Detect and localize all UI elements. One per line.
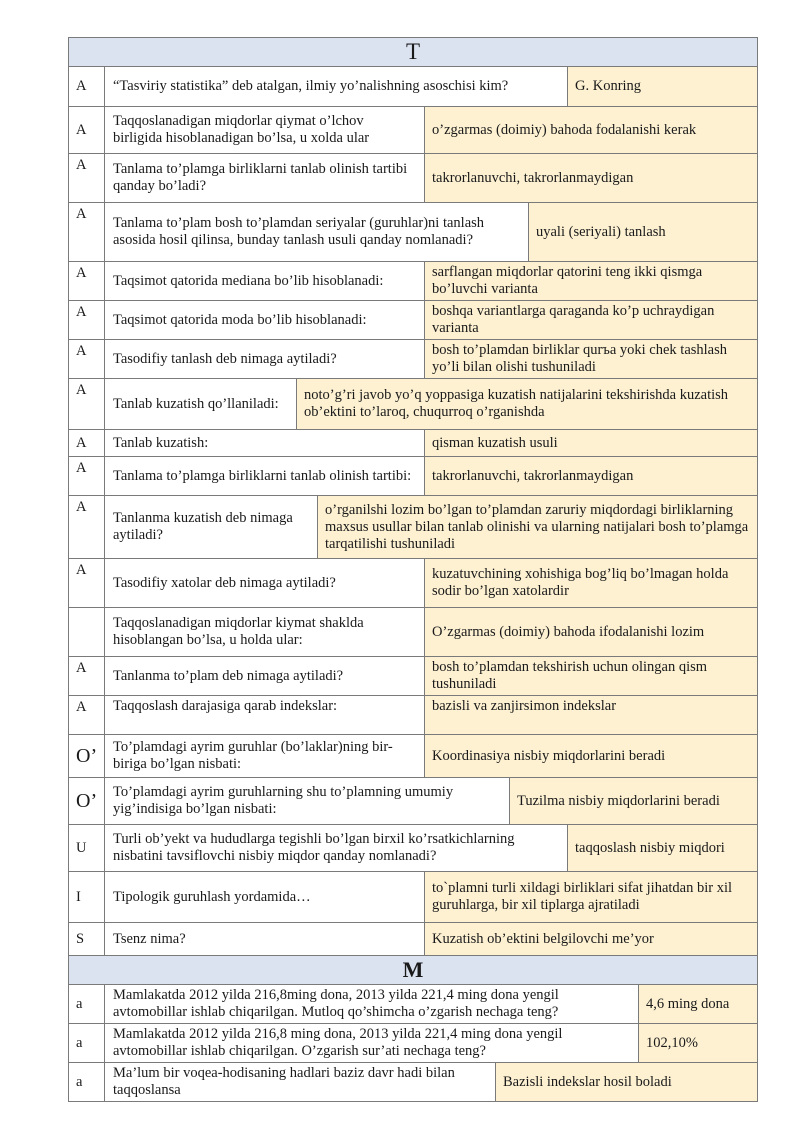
question-cell: Tanlama to’plam bosh to’plamdan seriyalar (guruhlar)ni tanlash asosida hosil qilinsa, bunday tanlash usuli qanday nomlanadi? [105,203,529,261]
row-label: A [69,154,105,202]
table-row [68,984,758,1023]
question-cell: Tanlab kuzatish: [105,430,425,456]
question-cell: Tanlama to’plamga birliklarni tanlab olinish tartibi: [105,457,425,495]
table-row [68,922,758,955]
answer-cell: sarflangan miqdorlar qatorini teng ikki qismga bo’luvchi varianta [425,262,757,300]
row-label: O’ [69,778,105,824]
answer-cell: taqqoslash nisbiy miqdori [568,825,757,871]
row-label: S [69,923,105,955]
table-row [68,558,758,607]
question-cell: Tasodifiy xatolar deb nimaga aytiladi? [105,559,425,607]
table-row [68,495,758,558]
question-cell: Taqqoslanadigan miqdorlar kiymat shaklda hisoblangan bo’lsa, u holda ular: [105,608,425,656]
table-row [68,824,758,871]
table-row [68,734,758,777]
row-label: A [69,657,105,695]
question-cell: Turli ob’yekt va hududlarga tegishli bo’lgan birxil ko’rsatkichlarning nisbatini tavsiflovchi nisbiy miqdor qanday nomlanadi? [105,825,568,871]
answer-cell: bosh to’plamdan tekshirish uchun olingan qism tushuniladi [425,657,757,695]
row-label: O’ [69,735,105,777]
row-label [69,608,105,656]
section-header: T [68,37,758,66]
table-row [68,607,758,656]
row-label: A [69,559,105,607]
table-row [68,871,758,922]
table-row [68,202,758,261]
table-row [68,261,758,300]
row-label: A [69,301,105,339]
answer-cell: Tuzilma nisbiy miqdorlarini beradi [510,778,757,824]
answer-cell: Koordinasiya nisbiy miqdorlarini beradi [425,735,757,777]
question-cell: Tanlama to’plamga birliklarni tanlab olinish tartibi qanday bo’ladi? [105,154,425,202]
question-cell: Tanlab kuzatish qo’llaniladi: [105,379,297,429]
question-cell: Taqqoslanadigan miqdorlar qiymat o’lchov birligida hisoblanadigan bo’lsa, u xolda ular [105,107,425,153]
table-row [68,456,758,495]
question-cell: Taqsimot qatorida mediana bo’lib hisoblanadi: [105,262,425,300]
row-label: A [69,379,105,429]
answer-cell: qisman kuzatish usuli [425,430,757,456]
table-row [68,695,758,734]
table-row [68,777,758,824]
table-row [68,656,758,695]
answer-cell: bosh to’plamdan birliklar qurъa yoki chek tashlash yo’li bilan olishi tushuniladi [425,340,757,378]
answer-cell: takrorlanuvchi, takrorlanmaydigan [425,154,757,202]
question-cell: Taqqoslash darajasiga qarab indekslar: [105,696,425,734]
table-row [68,66,758,106]
answer-cell: Bazisli indekslar hosil boladi [496,1063,757,1101]
table-row [68,429,758,456]
table-row [68,1062,758,1102]
answer-cell: 102,10% [639,1024,757,1062]
section-header: M [68,955,758,984]
row-label: A [69,430,105,456]
answer-cell: O’zgarmas (doimiy) bahoda ifodalanishi lozim [425,608,757,656]
row-label: A [69,457,105,495]
answer-cell: uyali (seriyali) tanlash [529,203,757,261]
question-cell: To’plamdagi ayrim guruhlar (bo’laklar)ning bir-biriga bo’lgan nisbati: [105,735,425,777]
question-cell: Tipologik guruhlash yordamida… [105,872,425,922]
row-label: A [69,262,105,300]
answer-cell: o’zgarmas (doimiy) bahoda fodalanishi kerak [425,107,757,153]
question-cell: To’plamdagi ayrim guruhlarning shu to’plamning umumiy yig’indisiga bo’lgan nisbati: [105,778,510,824]
table-row [68,106,758,153]
answer-cell: to`plamni turli xildagi birliklari sifat jihatdan bir xil guruhlarga, bir xil tiplarga ajratiladi [425,872,757,922]
table-row [68,300,758,339]
table-row [68,1023,758,1062]
row-label: A [69,696,105,734]
answer-cell: boshqa variantlarga qaraganda ko’p uchraydigan varianta [425,301,757,339]
answer-cell: Kuzatish ob’ektini belgilovchi me’yor [425,923,757,955]
table-row [68,339,758,378]
row-label: A [69,203,105,261]
answer-cell: kuzatuvchining xohishiga bog’liq bo’lmagan holda sodir bo’lgan xatolardir [425,559,757,607]
answer-cell: noto’g’ri javob yo’q yoppasiga kuzatish natijalarini tekshirishda kuzatish ob’ektini to’laroq, chuqurroq o’rganishda [297,379,757,429]
answer-cell: o’rganilshi lozim bo’lgan to’plamdan zaruriy miqdordagi birliklarning maxsus usullar bilan tanlab olinishi va ularning natijalari bosh to’plamga tarqatilishi tushuniladi [318,496,757,558]
row-label: a [69,1063,105,1101]
row-label: A [69,67,105,106]
question-cell: Ma’lum bir voqea-hodisaning hadlari baziz davr hadi bilan taqqoslansa [105,1063,496,1101]
question-cell: Tsenz nima? [105,923,425,955]
row-label: A [69,340,105,378]
question-cell: Taqsimot qatorida moda bo’lib hisoblanadi: [105,301,425,339]
question-cell: “Tasviriy statistika” deb atalgan, ilmiy yo’nalishning asoschisi kim? [105,67,568,106]
table-row [68,378,758,429]
row-label: A [69,107,105,153]
question-cell: Tanlanma kuzatish deb nimaga aytiladi? [105,496,318,558]
row-label: A [69,496,105,558]
answer-cell: takrorlanuvchi, takrorlanmaydigan [425,457,757,495]
answer-cell: G. Konring [568,67,757,106]
answer-cell: bazisli va zanjirsimon indekslar [425,696,757,734]
question-cell: Mamlakatda 2012 yilda 216,8 ming dona, 2013 yilda 221,4 ming dona yengil avtomobillar ishlab chiqarilgan. O’zgarish sur’ati nechaga teng? [105,1024,639,1062]
quiz-table [68,37,758,1102]
row-label: a [69,1024,105,1062]
table-row [68,153,758,202]
row-label: a [69,985,105,1023]
question-cell: Tanlanma to’plam deb nimaga aytiladi? [105,657,425,695]
row-label: I [69,872,105,922]
question-cell: Mamlakatda 2012 yilda 216,8ming dona, 2013 yilda 221,4 ming dona yengil avtomobillar ishlab chiqarilgan. Mutloq qo’shimcha o’zgarish nechaga teng? [105,985,639,1023]
question-cell: Tasodifiy tanlash deb nimaga aytiladi? [105,340,425,378]
row-label: U [69,825,105,871]
answer-cell: 4,6 ming dona [639,985,757,1023]
